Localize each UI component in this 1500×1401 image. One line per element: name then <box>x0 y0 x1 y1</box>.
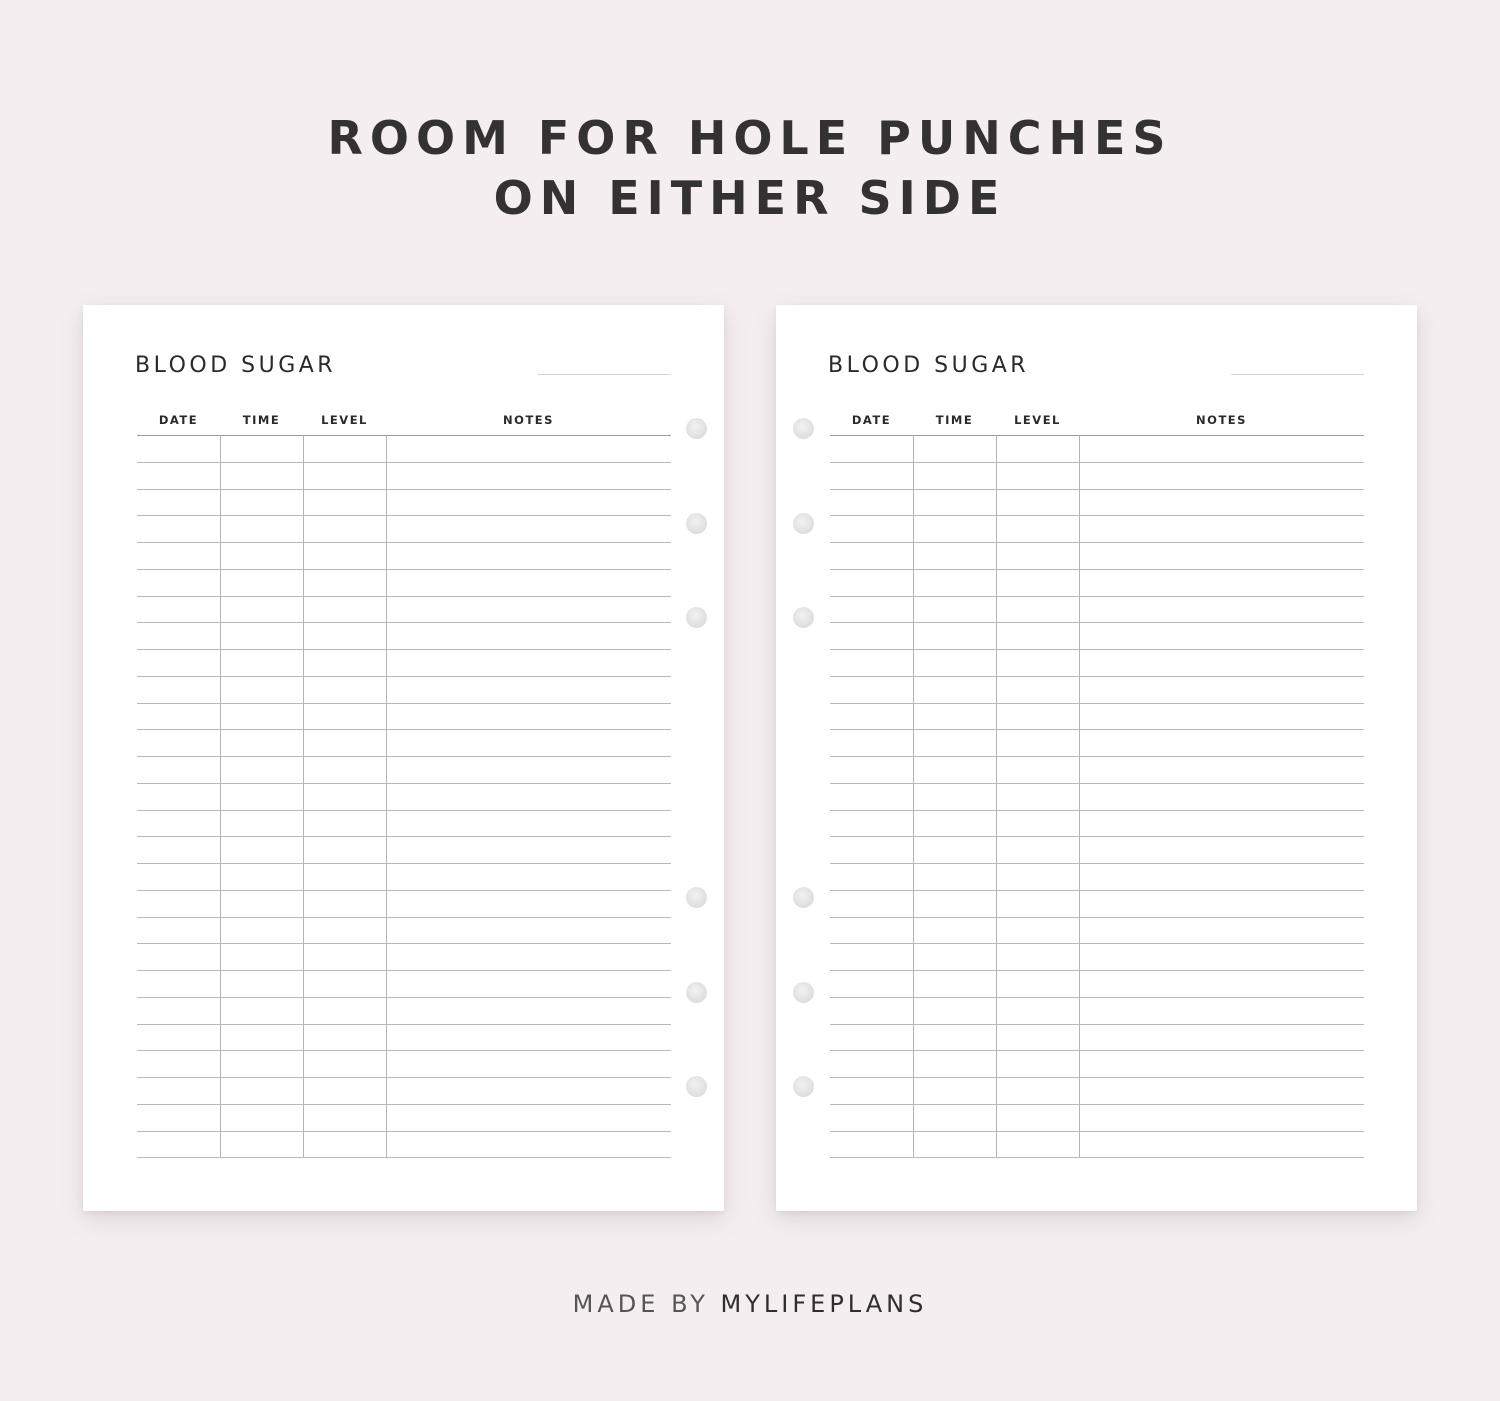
footer-credit <box>0 1290 1500 1318</box>
row-rule <box>137 1050 671 1051</box>
column-header-time: TIME <box>935 413 974 427</box>
row-rule <box>137 756 671 757</box>
row-rule <box>137 569 671 570</box>
column-divider <box>220 435 221 1157</box>
column-header-time: TIME <box>242 413 281 427</box>
row-rule <box>137 997 671 998</box>
headline-line-1: ROOM FOR HOLE PUNCHES <box>327 111 1173 165</box>
column-header-date: DATE <box>851 413 892 427</box>
column-header-notes: NOTES <box>503 413 554 427</box>
column-divider <box>913 435 914 1157</box>
row-rule <box>137 783 671 784</box>
row-rule <box>137 810 671 811</box>
title-write-line <box>538 374 671 375</box>
row-rule <box>137 863 671 864</box>
row-rule <box>137 1157 671 1158</box>
row-rule <box>830 1077 1364 1078</box>
row-rule <box>830 489 1364 490</box>
row-rule <box>137 1104 671 1105</box>
row-rule <box>830 810 1364 811</box>
row-rule <box>137 1077 671 1078</box>
row-rule <box>137 1024 671 1025</box>
row-rule <box>137 1131 671 1132</box>
row-rule <box>137 943 671 944</box>
row-rule <box>137 917 671 918</box>
row-rule <box>830 1024 1364 1025</box>
row-rule <box>830 1157 1364 1158</box>
row-rule <box>830 970 1364 971</box>
row-rule <box>137 729 671 730</box>
row-rule <box>830 703 1364 704</box>
column-divider <box>303 435 304 1157</box>
punch-hole <box>686 513 707 534</box>
footer-prefix: MADE BY <box>572 1290 709 1318</box>
row-rule <box>137 836 671 837</box>
row-rule <box>830 622 1364 623</box>
footer-brand: MYLIFEPLANS <box>720 1290 928 1318</box>
row-rule <box>830 542 1364 543</box>
planner-page-right <box>776 305 1417 1211</box>
punch-hole <box>793 607 814 628</box>
row-rule <box>137 515 671 516</box>
row-rule <box>830 676 1364 677</box>
punch-hole <box>686 1076 707 1097</box>
row-rule <box>830 1131 1364 1132</box>
row-rule <box>830 890 1364 891</box>
column-header-notes: NOTES <box>1196 413 1247 427</box>
punch-hole <box>793 418 814 439</box>
row-rule <box>830 756 1364 757</box>
row-rule <box>137 970 671 971</box>
row-rule <box>137 542 671 543</box>
blood-sugar-log-table <box>137 411 671 1157</box>
row-rule <box>137 489 671 490</box>
row-rule <box>137 890 671 891</box>
title-write-line <box>1231 374 1364 375</box>
row-rule <box>137 703 671 704</box>
row-rule <box>137 676 671 677</box>
row-rule <box>830 462 1364 463</box>
row-rule <box>830 729 1364 730</box>
punch-hole <box>793 513 814 534</box>
row-rule <box>830 997 1364 998</box>
row-rule <box>830 1050 1364 1051</box>
row-rule <box>830 863 1364 864</box>
punch-hole <box>793 982 814 1003</box>
punch-hole <box>793 1076 814 1097</box>
row-rule <box>830 836 1364 837</box>
punch-hole <box>793 887 814 908</box>
column-header-level: LEVEL <box>1014 413 1061 427</box>
row-rule <box>830 515 1364 516</box>
row-rule <box>830 917 1364 918</box>
column-divider <box>1079 435 1080 1157</box>
row-rule <box>137 622 671 623</box>
row-rule <box>137 596 671 597</box>
punch-hole <box>686 418 707 439</box>
row-rule <box>830 596 1364 597</box>
planner-page-left <box>83 305 724 1211</box>
header-rule <box>137 435 671 436</box>
row-rule <box>830 783 1364 784</box>
row-rule <box>137 462 671 463</box>
punch-hole <box>686 607 707 628</box>
row-rule <box>830 569 1364 570</box>
page-title: BLOOD SUGAR <box>828 353 1030 378</box>
column-header-date: DATE <box>158 413 199 427</box>
column-divider <box>386 435 387 1157</box>
row-rule <box>830 649 1364 650</box>
column-divider <box>996 435 997 1157</box>
row-rule <box>830 1104 1364 1105</box>
page-title: BLOOD SUGAR <box>135 353 337 378</box>
column-header-level: LEVEL <box>321 413 368 427</box>
header-rule <box>830 435 1364 436</box>
headline-line-2: ON EITHER SIDE <box>493 171 1007 225</box>
punch-hole <box>686 887 707 908</box>
row-rule <box>830 943 1364 944</box>
punch-hole <box>686 982 707 1003</box>
row-rule <box>137 649 671 650</box>
blood-sugar-log-table <box>830 411 1364 1157</box>
